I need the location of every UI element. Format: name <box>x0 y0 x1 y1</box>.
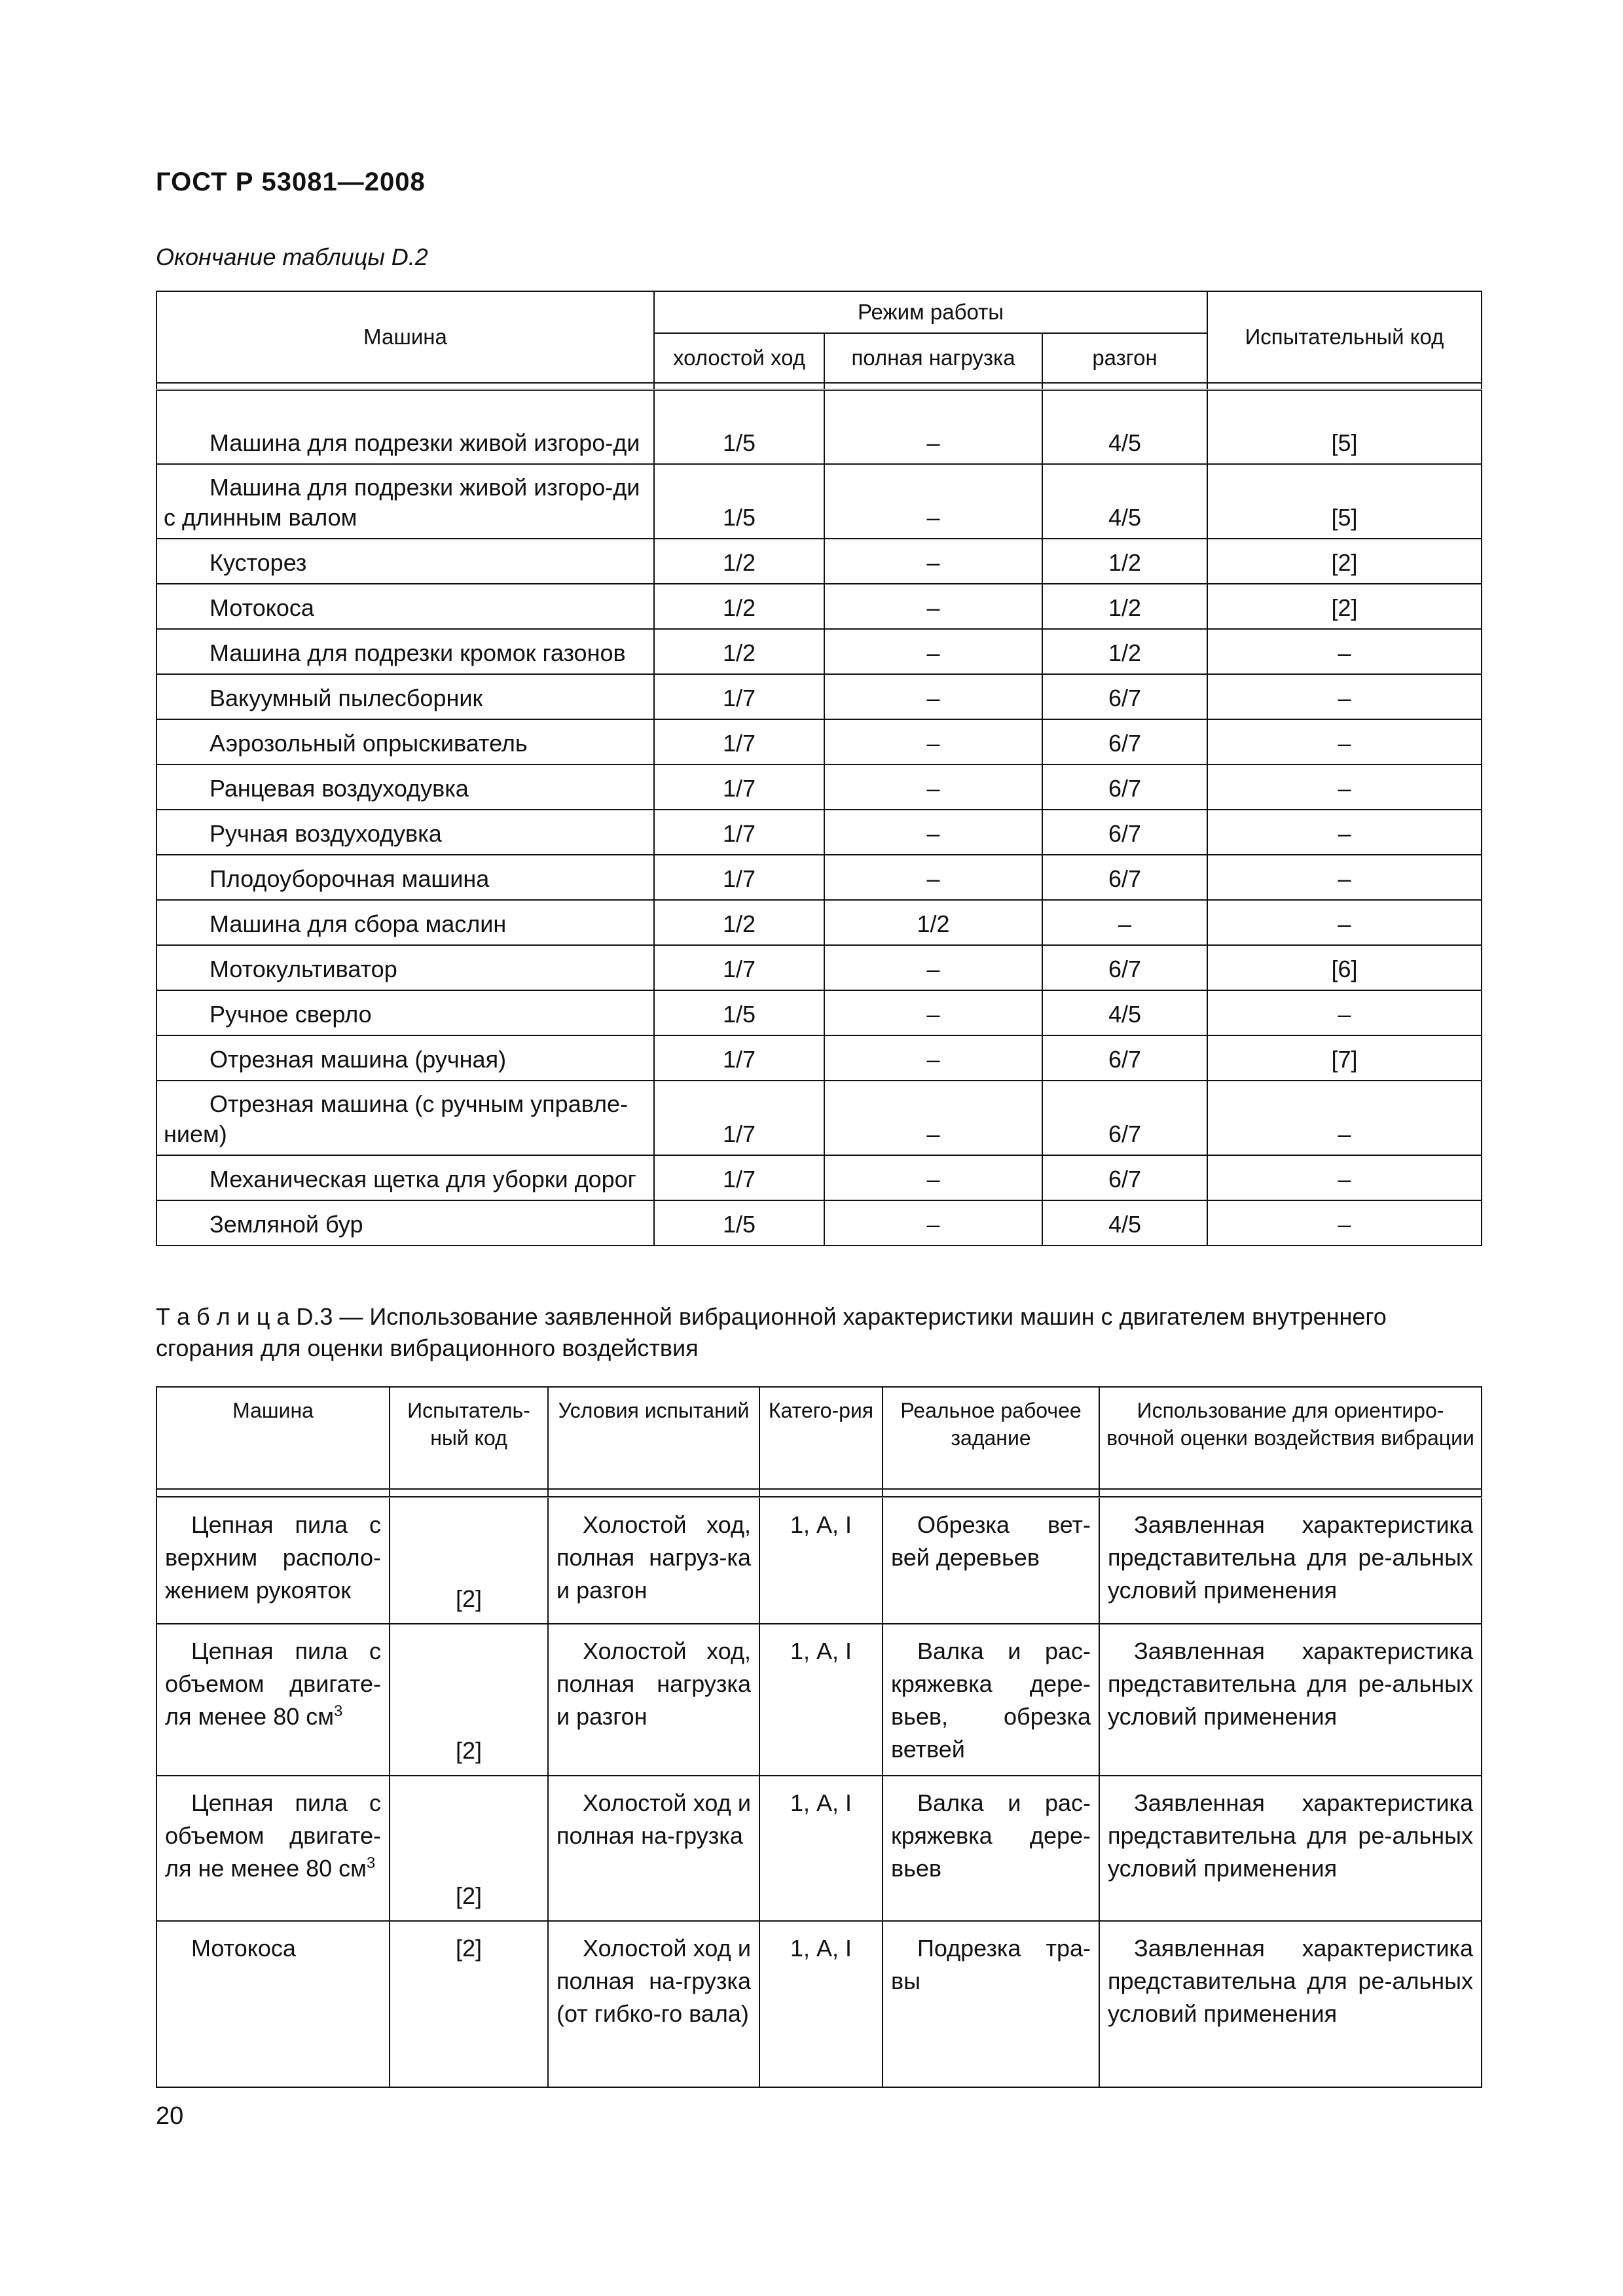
cell-machine: Отрезная машина (с ручным управле-нием) <box>156 1081 654 1155</box>
cell-category: 1, А, I <box>759 1921 883 2087</box>
cell-machine: Отрезная машина (ручная) <box>156 1035 654 1081</box>
cell-acceleration: 4/5 <box>1042 464 1207 539</box>
header-mode: Режим работы <box>654 291 1207 333</box>
table-row <box>156 1155 1482 1200</box>
header-test-code: Испытатель-ный код <box>390 1387 548 1489</box>
cell-test-code: – <box>1207 990 1482 1035</box>
cell-test-code: – <box>1207 900 1482 945</box>
table-row <box>156 539 1482 584</box>
cell-acceleration: 6/7 <box>1042 1035 1207 1081</box>
cell-test-code: [5] <box>1207 389 1482 464</box>
cell-acceleration: 4/5 <box>1042 990 1207 1035</box>
cell-full-load: 1/2 <box>824 900 1042 945</box>
table-row <box>156 1035 1482 1081</box>
header-full-load: полная нагрузка <box>824 333 1042 383</box>
cell-category: 1, А, I <box>759 1776 883 1921</box>
cell-idle: 1/7 <box>654 1081 824 1155</box>
cell-test-code: – <box>1207 1200 1482 1246</box>
cell-acceleration: 6/7 <box>1042 1081 1207 1155</box>
table-row <box>156 674 1482 719</box>
cell-real-task: Валка и рас-кряжевка дере-вьев, обрезка ветвей <box>883 1624 1099 1776</box>
cell-full-load: – <box>824 389 1042 464</box>
cell-acceleration: 6/7 <box>1042 1155 1207 1200</box>
table-row <box>156 855 1482 900</box>
table-d2 <box>156 291 1482 1246</box>
cell-test-code: – <box>1207 764 1482 810</box>
cell-idle: 1/5 <box>654 389 824 464</box>
cell-machine: Земляной бур <box>156 1200 654 1246</box>
cell-machine: Машина для сбора маслин <box>156 900 654 945</box>
cell-machine: Аэрозольный опрыскиватель <box>156 719 654 764</box>
cell-real-task: Подрезка тра-вы <box>883 1921 1099 2087</box>
cell-machine: Механическая щетка для уборки дорог <box>156 1155 654 1200</box>
cell-idle: 1/7 <box>654 945 824 990</box>
cell-machine: Ручное сверло <box>156 990 654 1035</box>
cell-idle: 1/7 <box>654 1035 824 1081</box>
cell-real-task: Валка и рас-кряжевка дере-вьев <box>883 1776 1099 1921</box>
header-acceleration: разгон <box>1042 333 1207 383</box>
table-row <box>156 764 1482 810</box>
table-row <box>156 990 1482 1035</box>
cell-idle: 1/2 <box>654 900 824 945</box>
cell-full-load: – <box>824 855 1042 900</box>
cell-category: 1, А, I <box>759 1497 883 1624</box>
cell-machine <box>156 1776 390 1921</box>
table-row <box>156 1624 1482 1776</box>
cell-test-code: – <box>1207 674 1482 719</box>
superscript: 3 <box>366 1854 376 1872</box>
cell-acceleration: – <box>1042 900 1207 945</box>
cell-conditions: Холостой ход, полная нагрузка и разгон <box>548 1624 759 1776</box>
cell-idle: 1/7 <box>654 810 824 855</box>
cell-test-code: – <box>1207 629 1482 674</box>
cell-machine: Цепная пила с верхним располо-жением рукояток <box>156 1497 390 1624</box>
header-test-code: Испытательный код <box>1207 291 1482 383</box>
cell-conditions: Холостой ход и полная на-грузка <box>548 1776 759 1921</box>
table-row <box>156 389 1482 464</box>
cell-conditions: Холостой ход и полная на-грузка (от гибко-го вала) <box>548 1921 759 2087</box>
cell-full-load: – <box>824 764 1042 810</box>
cell-acceleration: 6/7 <box>1042 945 1207 990</box>
header-real-task: Реальное рабочее задание <box>883 1387 1099 1489</box>
document-header: ГОСТ Р 53081—2008 <box>156 168 426 196</box>
cell-idle: 1/7 <box>654 764 824 810</box>
table-row <box>156 464 1482 539</box>
cell-full-load: – <box>824 810 1042 855</box>
cell-test-code: [2] <box>1207 539 1482 584</box>
cell-full-load: – <box>824 1155 1042 1200</box>
cell-acceleration: 4/5 <box>1042 389 1207 464</box>
cell-machine: Плодоуборочная машина <box>156 855 654 900</box>
cell-full-load: – <box>824 990 1042 1035</box>
machine-text: Цепная пила с объемом двигате-ля менее 80 см <box>165 1638 381 1730</box>
cell-full-load: – <box>824 719 1042 764</box>
cell-idle: 1/5 <box>654 990 824 1035</box>
cell-idle: 1/7 <box>654 1155 824 1200</box>
cell-machine: Вакуумный пылесборник <box>156 674 654 719</box>
table-row <box>156 900 1482 945</box>
cell-full-load: – <box>824 629 1042 674</box>
cell-full-load: – <box>824 674 1042 719</box>
cell-acceleration: 6/7 <box>1042 674 1207 719</box>
table-row <box>156 719 1482 764</box>
cell-acceleration: 1/2 <box>1042 584 1207 629</box>
cell-machine: Ранцевая воздуходувка <box>156 764 654 810</box>
cell-acceleration: 4/5 <box>1042 1200 1207 1246</box>
table-row <box>156 1200 1482 1246</box>
cell-full-load: – <box>824 1035 1042 1081</box>
cell-full-load: – <box>824 1200 1042 1246</box>
table-row <box>156 1776 1482 1921</box>
table-row <box>156 1497 1482 1624</box>
cell-usage: Заявленная характеристика представительна для ре-альных условий применения <box>1099 1624 1482 1776</box>
cell-test-code: [5] <box>1207 464 1482 539</box>
cell-conditions: Холостой ход, полная нагруз-ка и разгон <box>548 1497 759 1624</box>
header-conditions: Условия испытаний <box>548 1387 759 1489</box>
table-d3 <box>156 1386 1482 2088</box>
cell-idle: 1/2 <box>654 584 824 629</box>
cell-category: 1, А, I <box>759 1624 883 1776</box>
cell-acceleration: 6/7 <box>1042 764 1207 810</box>
cell-test-code: – <box>1207 1081 1482 1155</box>
cell-full-load: – <box>824 945 1042 990</box>
cell-test-code: [2] <box>390 1497 548 1624</box>
header-usage: Использование для ориентиро-вочной оценки воздействия вибрации <box>1099 1387 1482 1489</box>
cell-test-code: – <box>1207 1155 1482 1200</box>
cell-idle: 1/2 <box>654 629 824 674</box>
header-machine: Машина <box>156 291 654 383</box>
cell-idle: 1/2 <box>654 539 824 584</box>
cell-usage: Заявленная характеристика представительна для ре-альных условий применения <box>1099 1497 1482 1624</box>
table-row <box>156 1921 1482 2087</box>
cell-real-task: Обрезка вет-вей деревьев <box>883 1497 1099 1624</box>
table-row <box>156 629 1482 674</box>
cell-idle: 1/7 <box>654 855 824 900</box>
cell-machine: Мотокоса <box>156 584 654 629</box>
cell-test-code: [2] <box>390 1624 548 1776</box>
cell-test-code: [2] <box>390 1776 548 1921</box>
table-d3-caption: Т а б л и ц а D.3 — Использование заявленной вибрационной характеристики машин с двигателем внутреннего сгорания для оценки вибрационного воздействия <box>156 1303 1387 1361</box>
machine-text: Цепная пила с объемом двигате-ля не менее 80 см <box>165 1789 381 1882</box>
cell-machine <box>156 1624 390 1776</box>
cell-idle: 1/7 <box>654 719 824 764</box>
cell-machine: Мотокоса <box>156 1921 390 2087</box>
cell-test-code: [2] <box>390 1921 548 2087</box>
page-number: 20 <box>156 2102 184 2130</box>
table-d2-caption: Окончание таблицы D.2 <box>156 243 428 270</box>
cell-acceleration: 1/2 <box>1042 539 1207 584</box>
cell-test-code: [7] <box>1207 1035 1482 1081</box>
cell-full-load: – <box>824 464 1042 539</box>
cell-full-load: – <box>824 584 1042 629</box>
cell-idle: 1/5 <box>654 1200 824 1246</box>
cell-idle: 1/5 <box>654 464 824 539</box>
cell-machine: Машина для подрезки живой изгоро-ди с длинным валом <box>156 464 654 539</box>
cell-acceleration: 6/7 <box>1042 719 1207 764</box>
cell-test-code: – <box>1207 855 1482 900</box>
table-row <box>156 810 1482 855</box>
cell-test-code: – <box>1207 810 1482 855</box>
header-machine: Машина <box>156 1387 390 1489</box>
cell-usage: Заявленная характеристика представительна для ре-альных условий применения <box>1099 1921 1482 2087</box>
cell-acceleration: 6/7 <box>1042 810 1207 855</box>
cell-acceleration: 6/7 <box>1042 855 1207 900</box>
cell-test-code: [2] <box>1207 584 1482 629</box>
cell-machine: Машина для подрезки живой изгоро-ди <box>156 389 654 464</box>
cell-full-load: – <box>824 1081 1042 1155</box>
cell-usage: Заявленная характеристика представительна для ре-альных условий применения <box>1099 1776 1482 1921</box>
superscript: 3 <box>334 1702 343 1720</box>
table-row <box>156 1081 1482 1155</box>
cell-machine: Ручная воздуходувка <box>156 810 654 855</box>
header-category: Катего-рия <box>759 1387 883 1489</box>
table-d2-body <box>156 389 1482 1246</box>
table-row <box>156 584 1482 629</box>
cell-test-code: [6] <box>1207 945 1482 990</box>
cell-full-load: – <box>824 539 1042 584</box>
table-row <box>156 945 1482 990</box>
cell-machine: Машина для подрезки кромок газонов <box>156 629 654 674</box>
cell-idle: 1/7 <box>654 674 824 719</box>
cell-machine: Мотокультиватор <box>156 945 654 990</box>
cell-acceleration: 1/2 <box>1042 629 1207 674</box>
cell-machine: Кусторез <box>156 539 654 584</box>
cell-test-code: – <box>1207 719 1482 764</box>
header-idle: холостой ход <box>654 333 824 383</box>
